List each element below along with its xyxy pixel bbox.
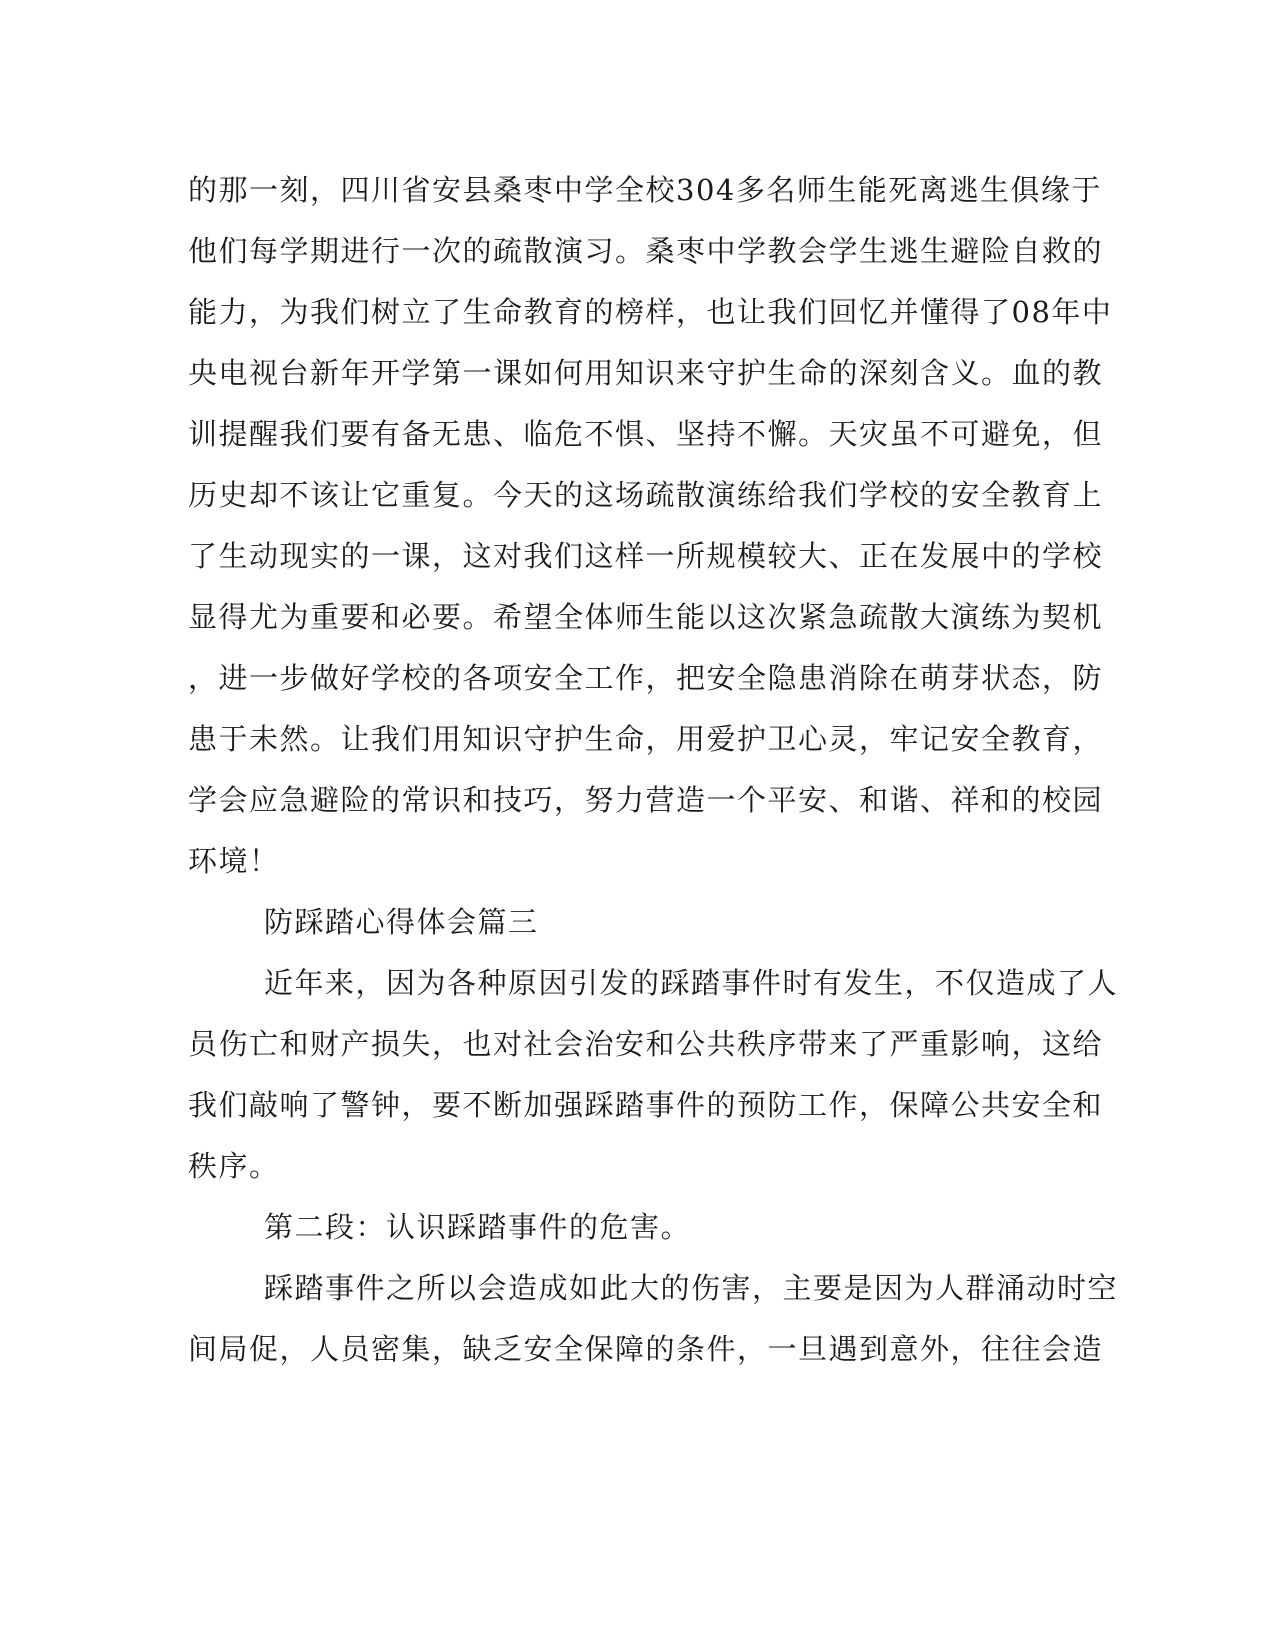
text-line: 我们敲响了警钟，要不断加强踩踏事件的预防工作，保障公共安全和 — [188, 1088, 1104, 1122]
text-line: 近年来，因为各种原因引发的踩踏事件时有发生，不仅造成了人 — [264, 966, 1119, 1000]
text-line: 了生动现实的一课，这对我们这样一所规模较大、正在发展中的学校 — [188, 539, 1104, 573]
text-line: 间局促，人员密集，缺乏安全保障的条件，一旦遇到意外，往往会造 — [188, 1332, 1104, 1366]
text-line: 患于未然。让我们用知识守护生命，用爱护卫心灵，牢记安全教育， — [188, 722, 1104, 756]
text-line: 第二段：认识踩踏事件的危害。 — [264, 1210, 692, 1244]
text-line: 学会应急避险的常识和技巧，努力营造一个平安、和谐、祥和的校园 — [188, 783, 1104, 817]
document-body — [188, 160, 1119, 1380]
text-line: 防踩踏心得体会篇三 — [264, 905, 539, 939]
text-line: 的那一刻，四川省安县桑枣中学全校304多名师生能死离逃生俱缘于 — [188, 173, 1102, 207]
text-line: 秩序。 — [188, 1149, 280, 1183]
text-line: 员伤亡和财产损失，也对社会治安和公共秩序带来了严重影响，这给 — [188, 1027, 1104, 1061]
text-line: 踩踏事件之所以会造成如此大的伤害，主要是因为人群涌动时空 — [264, 1271, 1119, 1305]
text-line: 能力，为我们树立了生命教育的榜样，也让我们回忆并懂得了08年中 — [188, 295, 1113, 329]
text-line: 历史却不该让它重复。今天的这场疏散演练给我们学校的安全教育上 — [188, 478, 1104, 512]
text-line: 他们每学期进行一次的疏散演习。桑枣中学教会学生逃生避险自救的 — [188, 234, 1104, 268]
text-line: ，进一步做好学校的各项安全工作，把安全隐患消除在萌芽状态，防 — [188, 661, 1104, 695]
text-line: 央电视台新年开学第一课如何用知识来守护生命的深刻含义。血的教 — [188, 356, 1104, 390]
text-line: 训提醒我们要有备无患、临危不惧、坚持不懈。天灾虽不可避免，但 — [188, 417, 1104, 451]
text-line: 环境！ — [188, 844, 280, 878]
text-line: 显得尤为重要和必要。希望全体师生能以这次紧急疏散大演练为契机 — [188, 600, 1104, 634]
